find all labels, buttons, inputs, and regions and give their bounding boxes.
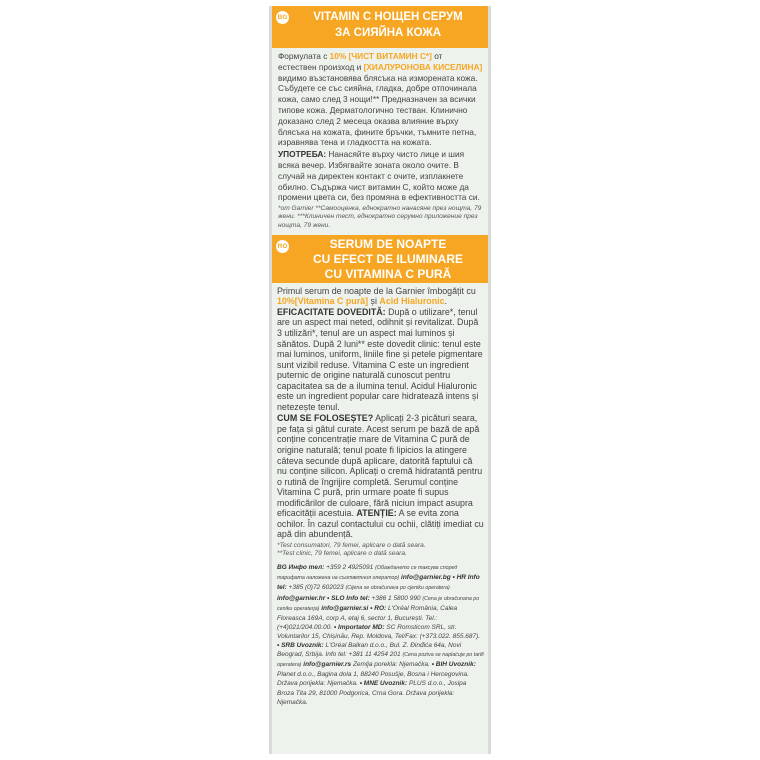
contacts-block — [272, 558, 488, 706]
ro-warning-text: A se evita zona ochilor. În cazul contactului cu ochii, clătiți imediat cu apă din abundență. — [277, 508, 484, 540]
contact-srb-text: L'Oréal Balkan d.o.o., Bul. Z. Đinđića 64a, Novi Beograd, Srbija. Info tel: +381 11 4254 201 — [277, 642, 462, 659]
ro-desc-text-4: După o utilizare*, tenul are un aspect mai neted, odihnit și revitalizat. După 3 utilizări*, tenul are un aspect mai luminos și sănătos. După 2 luni** este dovedit clinic: tenul este mai luminos, uniform, liniile fine și petele pigmentare sunt vizibil reduse. Vitamina C este un ingredient puternic de origine naturală cunoscut pentru capacitatea sa de a ilumina tenul. Acidul Hialuronic este un ingredient popular care hidratează intens și netezește tenul. — [277, 306, 483, 412]
ro-section-header — [272, 235, 488, 283]
ro-warning-label: ATENȚIE: — [356, 508, 397, 519]
contact-hr-label: • HR Info tel: — [277, 574, 480, 592]
ro-desc-highlight-vitamin-c: 10%[Vitamina C pură] — [277, 296, 369, 307]
contact-hr-email: info@garnier.hr — [277, 594, 326, 602]
bg-desc-highlight-hyaluronic: [ХИАЛУРОНОВА КИСЕЛИНА] — [363, 61, 483, 72]
ro-title-line1: SERUM DE NOAPTE — [329, 236, 447, 251]
ro-footnote-1: *Test consumatori, 79 femei, aplicare o dată seara. — [277, 541, 426, 549]
ro-section-body — [272, 283, 488, 559]
bg-title-line1: VITAMIN C НОЩЕН СЕРУМ — [313, 11, 463, 23]
contact-bg-note: (Обаждането се таксува според тарифата наложена на съответния оператор) — [277, 565, 458, 582]
bg-title-line2: ЗА СИЯЙНА КОЖА — [334, 26, 442, 39]
contact-mne-label: • MNE Uvoznik: — [357, 680, 408, 688]
ro-usage — [277, 413, 484, 540]
ro-title-line3: CU VITAMINA C PURĂ — [324, 266, 452, 281]
bg-desc-text-2: от естествен произход и — [278, 51, 443, 72]
contact-ro-label: • RO: — [368, 604, 387, 612]
contact-hr-note: (Cijena se obračunava po cjeniku operatera) — [345, 585, 450, 592]
bg-description — [278, 51, 483, 148]
contact-bg-phone: +359 2 4925091 — [324, 564, 376, 572]
bg-usage-label: УПОТРЕБА: — [278, 149, 327, 160]
bg-language-badge: BG — [276, 11, 289, 24]
contact-slo-phone: +386 1 5800 990 — [369, 594, 423, 602]
ro-usage-label: CUM SE FOLOSEȘTE? — [277, 413, 374, 424]
ro-desc-highlight-hyaluronic: Acid Hialuronic — [379, 296, 445, 307]
bg-section-body — [272, 48, 488, 230]
bg-desc-text-1: Формулата с — [278, 51, 330, 61]
contact-srb-email: info@garnier.rs — [301, 661, 352, 669]
contact-slo-note: (Cena je obračunana po ceniku operaterja) — [277, 595, 480, 612]
ro-desc-text-3: . — [444, 296, 447, 307]
contact-md-label: • Importator MD: — [332, 623, 385, 631]
contact-srb-note: (Cena poziva se naplaćuje po tarifi operatera) — [277, 652, 484, 669]
contact-slo-email: info@garnier.si — [319, 604, 369, 612]
contact-hr-phone: +385 (0)72 602023 — [286, 584, 346, 592]
bg-desc-text-3: видимо възстановява блясъка на изморената кожа. Събудете се със сияйна, гладка, добре отпочинала кожа, само след 3 нощи!** Предназначен за всички типове кожа. Дерматологично тестван. Клинично доказано след 2 месеца оказва влияние върху блясъка на кожата, фините бръчки, тъмните петна, изравнява тена и гладкостта на кожата. — [278, 72, 478, 148]
ro-usage-text: Aplicați 2-3 picături seara, pe fața și gâtul curate. Acest serum pe bază de apă conține concentrație mare de Vitamina C pură de origine naturală; tenul poate fi lipicios la atingere câteva secunde după aplicare, datorită faptului că nu conține silicon. Aplicați o cremă hidratantă pentru o rutină de îngrijire completă. Serumul conține Vitamina C pură, prin urmare poate fi supus modificărilor de culoare, fără niciun impact asupra eficacității acestuia. — [277, 413, 483, 519]
contact-bg-email: info@garnier.bg — [399, 574, 451, 582]
package-label-panel — [272, 6, 488, 754]
ro-desc-text-1: Primul serum de noapte de la Garnier îmbogățit cu — [277, 285, 476, 296]
bg-desc-highlight-vitamin-c: 10% [ЧИСТ ВИТАМИН С*] — [329, 51, 432, 61]
bg-section-header — [272, 6, 488, 48]
ro-footnote-2: **Test clinic, 79 femei, aplicare o dată seara. — [277, 550, 407, 558]
contact-bih-label: • BIH Uvoznik: — [429, 661, 476, 669]
panel-right-edge — [488, 6, 491, 754]
ro-efficacy-label: EFICACITATE DOVEDITĂ: — [277, 306, 386, 317]
bg-usage-text: Нанасяйте върху чисто лице и шия всяка вечер. Избягвайте зоната около очите. В случай на директен контакт с очите, изплакнете обилно. Съдържа чист витамин С, който може да промени цвета си, без промяна в ефективността си. — [278, 149, 480, 203]
ro-language-badge: RO — [276, 240, 289, 253]
bg-footnote: *от Garnier **Самооценка, еднократно нанасяне през нощта, 79 жени. ***Клиничен тест, еднократно серумно приложение през нощта, 79 жени. — [278, 205, 482, 229]
ro-desc-text-2: și — [368, 296, 380, 307]
contact-srb-label: • SRB Uvoznik: — [277, 642, 324, 650]
contact-slo-label: • SLO Info tel: — [325, 594, 370, 602]
contact-ro-text: L'Oréal România, Calea Floreasca 169A, corp A, etaj 6, sector 1, București. Tel.: (+4)021/204.00.00. — [277, 604, 458, 631]
ro-title-line2: CU EFECT DE ILUMINARE — [313, 251, 463, 266]
contact-bg-label: BG Инфо тел: — [277, 564, 325, 572]
contact-srb-origin: Zemlja porekla: Njemačka. — [351, 661, 430, 669]
contact-md-text: SC Romsticom SRL, str. Voluntarilor 15, Chișinău, Rep. Moldova, Tel/Fax: (+373.022. 855.687). — [277, 623, 481, 640]
ro-description — [277, 286, 484, 413]
contact-bih-text: Planet d.o.o., Bagina dola 1, 88240 Posušje, Bosna i Hercegovina. Država porijekla: Njemačka. — [277, 671, 469, 688]
contact-mne-text: PLUS d.o.o., Josipa Broza Tita 29, 81000 Podgorica, Crna Gora. Država porijekla: Njemačka. — [277, 680, 467, 706]
bg-usage — [278, 149, 483, 203]
